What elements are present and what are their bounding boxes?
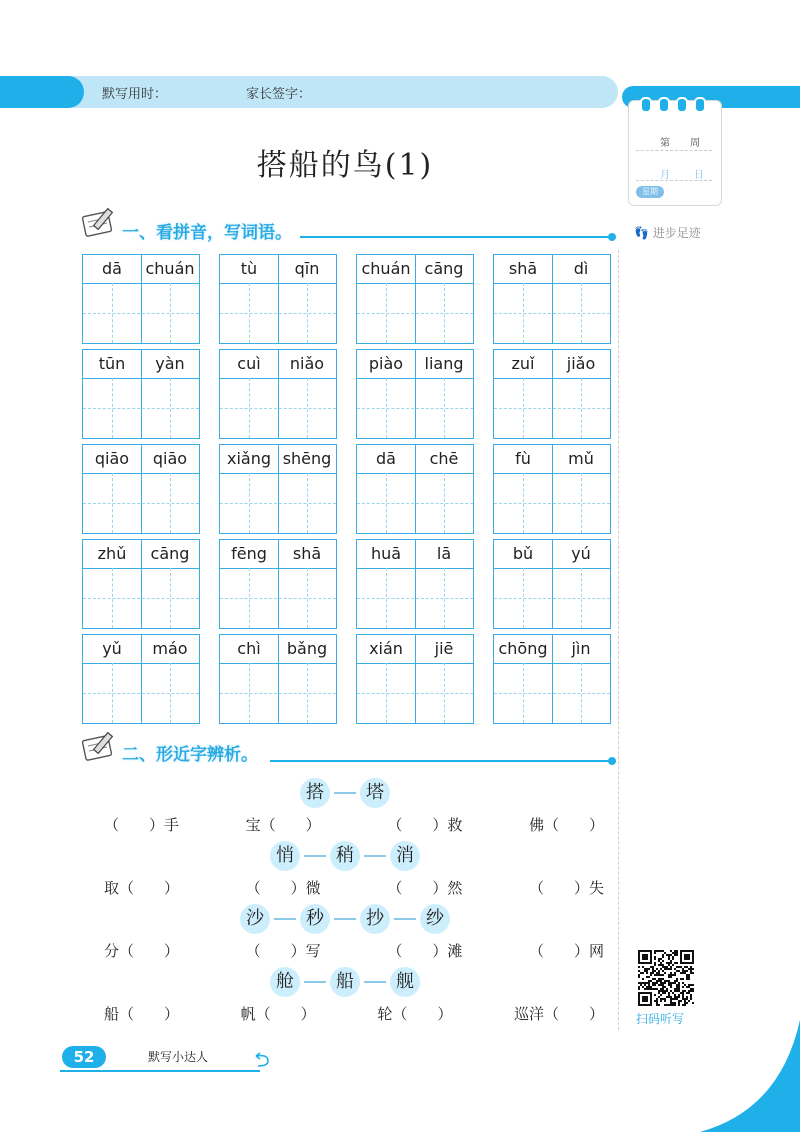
pinyin-label: jiē: [434, 639, 454, 658]
pinyin-label: cāng: [150, 544, 190, 563]
box-divider: [83, 568, 199, 569]
char-bubble: 搭: [300, 778, 330, 808]
pinyin-label: shēng: [282, 449, 332, 468]
guide-line: [494, 313, 610, 314]
pinyin-label: zuǐ: [511, 354, 535, 373]
dash-connector: [394, 918, 416, 920]
box-divider: [357, 473, 473, 474]
box-divider: [494, 473, 610, 474]
fill-in-blank[interactable]: 轮（ ）: [377, 1005, 453, 1023]
pinyin-grid: [82, 254, 612, 724]
pinyin-label: yú: [571, 544, 591, 563]
pinyin-label: shā: [508, 259, 538, 278]
progress-label: [634, 224, 701, 241]
char-bubble: 塔: [360, 778, 390, 808]
pinyin-label: qiāo: [94, 449, 130, 468]
fill-in-row: [104, 940, 604, 961]
fill-in-row: [104, 814, 604, 835]
box-divider: [220, 663, 336, 664]
dash-connector: [334, 792, 356, 794]
fill-in-blank[interactable]: 宝（ ）: [245, 816, 321, 834]
pinyin-label: lā: [436, 544, 452, 563]
pinyin-label: jiǎo: [566, 354, 596, 373]
char-bubble: 舰: [390, 967, 420, 997]
dash-connector: [334, 918, 356, 920]
box-divider: [415, 635, 416, 723]
pencil-icon: [80, 206, 120, 238]
word-box[interactable]: [493, 444, 611, 534]
guide-line: [357, 598, 473, 599]
pinyin-label: shā: [292, 544, 322, 563]
calendar-day: 日: [694, 170, 704, 181]
dash-connector: [304, 855, 326, 857]
calendar-badge: 星期: [636, 186, 664, 198]
box-divider: [141, 445, 142, 533]
word-box[interactable]: [82, 634, 200, 724]
footer-line: [60, 1070, 260, 1072]
word-box[interactable]: [356, 634, 474, 724]
box-divider: [83, 473, 199, 474]
guide-line: [83, 503, 199, 504]
pinyin-label: jìn: [571, 639, 591, 658]
char-bubble: 稍: [330, 841, 360, 871]
guide-line: [494, 408, 610, 409]
box-divider: [278, 350, 279, 438]
pinyin-label: yàn: [155, 354, 185, 373]
pinyin-label: chē: [429, 449, 459, 468]
header-tab: [0, 76, 84, 108]
section-divider: [270, 760, 610, 762]
word-box[interactable]: [356, 254, 474, 344]
word-box[interactable]: [493, 634, 611, 724]
pinyin-label: dì: [573, 259, 589, 278]
word-box[interactable]: [219, 444, 337, 534]
ring-icon: [694, 97, 706, 113]
time-label: 默写用时：: [102, 87, 168, 102]
guide-line: [220, 693, 336, 694]
guide-line: [83, 693, 199, 694]
dash-connector: [364, 981, 386, 983]
fill-in-blank[interactable]: 分（ ）: [104, 942, 180, 960]
pinyin-label: chuán: [145, 259, 195, 278]
pinyin-label: chuán: [361, 259, 411, 278]
box-divider: [220, 473, 336, 474]
box-divider: [552, 255, 553, 343]
book-title: 默写小达人: [148, 1050, 209, 1064]
section-dot: [608, 233, 616, 241]
box-divider: [141, 255, 142, 343]
guide-line: [494, 693, 610, 694]
box-divider: [494, 283, 610, 284]
calendar-week-left: 第: [660, 138, 670, 149]
pinyin-label: bǎng: [286, 639, 328, 658]
box-divider: [494, 568, 610, 569]
guide-line: [83, 313, 199, 314]
pinyin-label: huā: [370, 544, 402, 563]
word-box[interactable]: [219, 254, 337, 344]
pinyin-label: qiāo: [152, 449, 188, 468]
fill-in-blank[interactable]: 佛（ ）: [528, 816, 604, 834]
char-set: [0, 967, 690, 997]
section-dot: [608, 757, 616, 765]
char-bubble: 消: [390, 841, 420, 871]
fill-in-blank[interactable]: （ ）手: [104, 816, 180, 834]
word-box[interactable]: [82, 349, 200, 439]
word-box[interactable]: [356, 444, 474, 534]
sign-label: 家长签字：: [246, 87, 312, 102]
pinyin-label: fù: [515, 449, 531, 468]
char-bubble: 舱: [270, 967, 300, 997]
pinyin-label: fēng: [231, 544, 267, 563]
box-divider: [415, 445, 416, 533]
guide-line: [220, 598, 336, 599]
box-divider: [494, 663, 610, 664]
box-divider: [357, 378, 473, 379]
fill-in-blank[interactable]: （ ）写: [245, 942, 321, 960]
box-divider: [415, 350, 416, 438]
progress-text: 进步足迹: [652, 226, 701, 240]
fill-in-blank[interactable]: （ ）微: [245, 879, 321, 897]
arrow-icon: [252, 1050, 272, 1068]
box-divider: [357, 283, 473, 284]
pinyin-label: tūn: [98, 354, 126, 373]
fill-in-blank[interactable]: 帆（ ）: [240, 1005, 316, 1023]
word-box[interactable]: [356, 539, 474, 629]
fill-in-blank[interactable]: 船（ ）: [104, 1005, 180, 1023]
fill-in-blank[interactable]: （ ）失: [528, 879, 604, 897]
calendar-week-right: 周: [690, 138, 700, 149]
box-divider: [278, 540, 279, 628]
calendar-month: 月: [660, 170, 670, 181]
pinyin-label: dā: [376, 449, 396, 468]
fill-in-blank[interactable]: （ ）网: [528, 942, 604, 960]
fill-in-blank[interactable]: （ ）救: [387, 816, 463, 834]
fill-in-blank[interactable]: （ ）滩: [387, 942, 463, 960]
word-box[interactable]: [493, 254, 611, 344]
char-set: [0, 904, 690, 934]
footprint-icon: 👣: [634, 226, 649, 240]
char-bubble: 抄: [360, 904, 390, 934]
box-divider: [220, 568, 336, 569]
page-title: 搭船的鸟(1): [256, 148, 434, 183]
word-box[interactable]: [82, 444, 200, 534]
qr-code: [638, 950, 694, 1006]
fill-in-blank[interactable]: 巡洋（ ）: [513, 1005, 604, 1023]
pinyin-label: cāng: [424, 259, 464, 278]
pencil-icon: [80, 730, 120, 762]
word-box[interactable]: [356, 349, 474, 439]
pinyin-label: tù: [240, 259, 258, 278]
pinyin-label: qīn: [294, 259, 320, 278]
ring-icon: [640, 97, 652, 113]
pinyin-label: chōng: [498, 639, 548, 658]
pinyin-label: mǔ: [568, 449, 594, 468]
box-divider: [83, 663, 199, 664]
pinyin-label: yǔ: [102, 639, 122, 658]
guide-line: [220, 503, 336, 504]
char-bubble: 秒: [300, 904, 330, 934]
guide-line: [494, 503, 610, 504]
box-divider: [141, 540, 142, 628]
guide-line: [220, 313, 336, 314]
word-box[interactable]: [219, 349, 337, 439]
pinyin-label: máo: [152, 639, 188, 658]
box-divider: [415, 540, 416, 628]
word-box[interactable]: [219, 539, 337, 629]
box-divider: [83, 378, 199, 379]
box-divider: [415, 255, 416, 343]
box-divider: [83, 283, 199, 284]
pinyin-label: liang: [424, 354, 464, 373]
char-set: [0, 778, 690, 808]
box-divider: [278, 635, 279, 723]
pinyin-label: chì: [237, 639, 261, 658]
fill-in-row: [104, 1003, 604, 1024]
ring-icon: [658, 97, 670, 113]
pinyin-label: xiǎng: [226, 449, 271, 468]
dash-connector: [364, 855, 386, 857]
pinyin-label: dā: [102, 259, 122, 278]
guide-line: [220, 408, 336, 409]
section-title: 二、形近字辨析。: [122, 745, 258, 765]
dash-connector: [274, 918, 296, 920]
box-divider: [552, 445, 553, 533]
box-divider: [220, 283, 336, 284]
guide-line: [494, 598, 610, 599]
char-bubble: 纱: [420, 904, 450, 934]
guide-line: [357, 313, 473, 314]
dash-connector: [304, 981, 326, 983]
char-bubble: 船: [330, 967, 360, 997]
char-set: [0, 841, 690, 871]
pinyin-label: cuì: [237, 354, 261, 373]
pinyin-label: piào: [368, 354, 404, 373]
word-box[interactable]: [219, 634, 337, 724]
box-divider: [141, 350, 142, 438]
fill-in-blank[interactable]: （ ）然: [387, 879, 463, 897]
corner-decoration: [700, 1020, 800, 1132]
section-divider: [300, 236, 610, 238]
page-number: 52: [62, 1046, 106, 1068]
pinyin-label: bǔ: [512, 544, 534, 563]
box-divider: [278, 255, 279, 343]
box-divider: [357, 568, 473, 569]
char-bubble: 沙: [240, 904, 270, 934]
guide-line: [83, 408, 199, 409]
guide-line: [83, 598, 199, 599]
box-divider: [552, 350, 553, 438]
word-box[interactable]: [493, 539, 611, 629]
pinyin-label: xián: [369, 639, 403, 658]
box-divider: [278, 445, 279, 533]
word-box[interactable]: [493, 349, 611, 439]
guide-line: [357, 408, 473, 409]
char-bubble: 悄: [270, 841, 300, 871]
box-divider: [552, 540, 553, 628]
word-box[interactable]: [82, 254, 200, 344]
section-title: 一、看拼音，写词语。: [122, 223, 292, 243]
guide-line: [357, 693, 473, 694]
qr-label: 扫码听写: [636, 1012, 685, 1026]
fill-in-row: [104, 877, 604, 898]
box-divider: [357, 663, 473, 664]
guide-line: [357, 503, 473, 504]
word-box[interactable]: [82, 539, 200, 629]
pinyin-label: niǎo: [289, 354, 325, 373]
box-divider: [220, 378, 336, 379]
box-divider: [552, 635, 553, 723]
pinyin-label: zhǔ: [97, 544, 127, 563]
ring-icon: [676, 97, 688, 113]
box-divider: [141, 635, 142, 723]
box-divider: [494, 378, 610, 379]
fill-in-blank[interactable]: 取（ ）: [104, 879, 180, 897]
